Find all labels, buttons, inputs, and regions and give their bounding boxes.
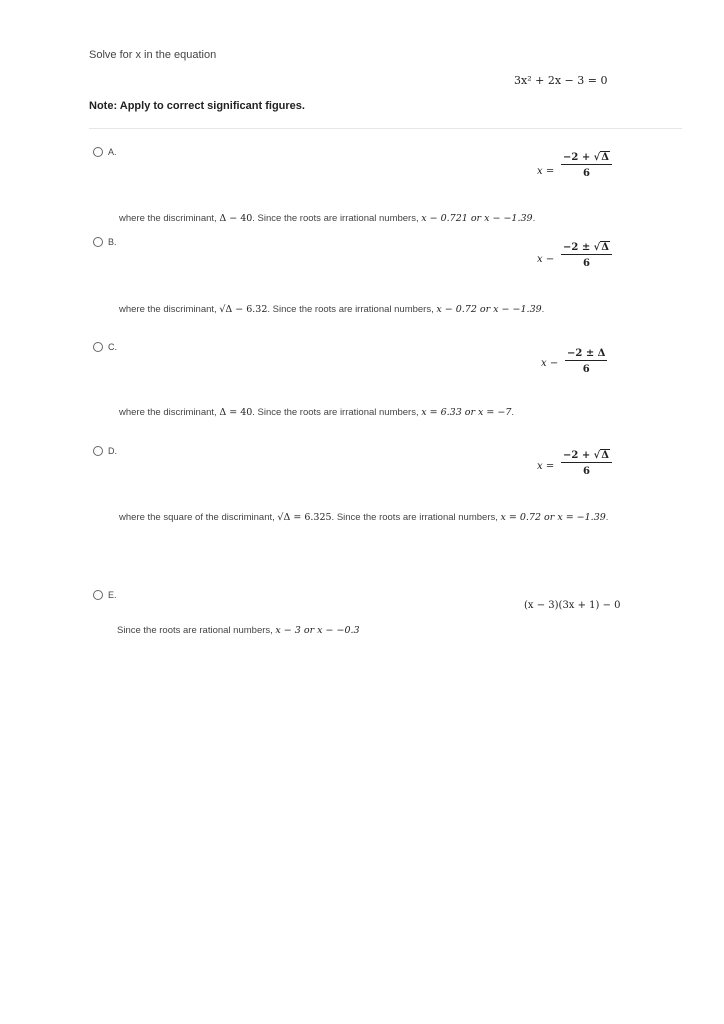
question-prompt: Solve for x in the equation (89, 49, 217, 61)
option-d-lhs: x = (537, 461, 555, 472)
option-c-denominator: 6 (582, 364, 590, 375)
option-a-fraction (561, 152, 612, 179)
explanation-math: √Δ = 6.325 (277, 512, 332, 523)
radio-option-c[interactable] (93, 342, 103, 352)
explanation-math: Δ − 40 (219, 213, 253, 224)
option-e-factored-equation: (x − 3)(3x + 1) − 0 (524, 600, 621, 611)
explanation-text: where the discriminant, (119, 213, 220, 224)
explanation-roots: x − 0.721 or x − −1.39 (421, 213, 533, 224)
explanation-text: Since the roots are rational numbers, (117, 625, 276, 636)
explanation-roots: x = 0.72 or x = −1.39 (500, 512, 606, 523)
option-b-fraction (561, 242, 612, 269)
explanation-text: . (605, 512, 609, 523)
explanation-text: where the discriminant, (119, 407, 220, 418)
option-d-numerator-prefix: −2 + √ (563, 450, 601, 461)
explanation-text: . Since the roots are irrational numbers, (252, 213, 422, 224)
option-c-letter: C. (108, 342, 117, 352)
explanation-text: . (511, 407, 515, 418)
option-a-letter: A. (108, 147, 117, 157)
explanation-roots: x − 3 or x − −0.3 (275, 625, 360, 636)
option-a-explanation (119, 213, 535, 224)
explanation-roots: x − 0.72 or x − −1.39 (436, 304, 542, 315)
option-d-fraction (561, 450, 612, 477)
main-equation: 3x² + 2x − 3 = 0 (514, 74, 608, 87)
option-a-radicand: Δ (601, 152, 610, 163)
explanation-text: . (541, 304, 545, 315)
explanation-text: . Since the roots are irrational numbers, (267, 304, 437, 315)
radio-option-b[interactable] (93, 237, 103, 247)
option-c-fraction (565, 348, 607, 375)
option-e-letter: E. (108, 590, 117, 600)
option-a-numerator-prefix: −2 + √ (563, 152, 601, 163)
option-b-radicand: Δ (601, 242, 610, 253)
significant-figures-note: Note: Apply to correct significant figures. (89, 100, 305, 112)
explanation-text: where the discriminant, (119, 304, 220, 315)
option-b-lhs: x − (537, 254, 555, 265)
option-b-numerator-prefix: −2 ± √ (563, 242, 601, 253)
option-a-lhs: x = (537, 166, 555, 177)
option-a-denominator: 6 (583, 168, 590, 179)
explanation-text: . (532, 213, 536, 224)
option-d-radicand: Δ (601, 450, 610, 461)
explanation-text: where the square of the discriminant, (119, 512, 278, 523)
radio-option-e[interactable] (93, 590, 103, 600)
radio-option-a[interactable] (93, 147, 103, 157)
explanation-text: . Since the roots are irrational numbers, (252, 407, 422, 418)
option-d-letter: D. (108, 446, 117, 456)
explanation-roots: x = 6.33 or x = −7 (421, 407, 512, 418)
option-b-denominator: 6 (583, 258, 590, 269)
option-c-explanation (119, 407, 514, 418)
option-d-explanation (119, 512, 608, 523)
explanation-math: √Δ − 6.32 (219, 304, 268, 315)
option-e-explanation (117, 625, 360, 636)
option-d-denominator: 6 (583, 466, 590, 477)
divider (89, 128, 682, 129)
option-c-lhs: x − (541, 358, 559, 369)
explanation-math: Δ = 40 (219, 407, 253, 418)
option-b-explanation (119, 304, 544, 315)
option-c-numerator: −2 ± Δ (567, 348, 606, 359)
option-b-letter: B. (108, 237, 117, 247)
explanation-text: . Since the roots are irrational numbers, (331, 512, 501, 523)
radio-option-d[interactable] (93, 446, 103, 456)
